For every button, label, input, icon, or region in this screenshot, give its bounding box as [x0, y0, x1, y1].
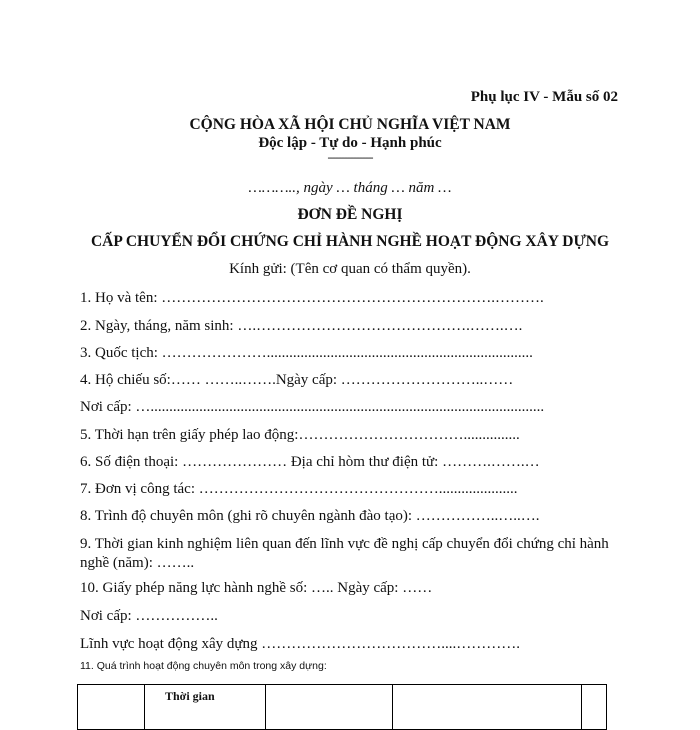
table-cell [266, 685, 393, 730]
field-work-permit-term: 5. Thời hạn trên giấy phép lao động:……………………………............... [80, 427, 520, 443]
form-subtitle: CẤP CHUYỂN ĐỔI CHỨNG CHỈ HÀNH NGHỀ HOẠT ĐỘNG XÂY DỰNG [90, 233, 610, 250]
field-full-name: 1. Họ và tên: ………………………………………………………….………. [80, 290, 544, 306]
field-passport: 4. Hộ chiếu số:…… ……..…….Ngày cấp: ………………………..…… [80, 372, 514, 388]
motto-underline: --------------- [327, 150, 373, 164]
table-row [78, 685, 607, 730]
field-license-issuer: Nơi cấp: …………….. [80, 608, 218, 624]
appendix-label: Phụ lục IV - Mẫu số 02 [470, 89, 618, 105]
nation-header: CỘNG HÒA XÃ HỘI CHỦ NGHĨA VIỆT NAM [189, 116, 511, 133]
field-qualification: 8. Trình độ chuyên môn (ghi rõ chuyên ngành đào tạo): ……………..…..…. [80, 508, 540, 524]
field-construction-area: Lĩnh vực hoạt động xây dựng ………………………………....…………. [80, 636, 520, 652]
field-date-of-birth: 2. Ngày, tháng, năm sinh: ….…………………………………….…….…. [80, 318, 523, 334]
field-nationality: 3. Quốc tịch: …………………....................................................................... [80, 345, 533, 361]
recipient-line: Kính gửi: (Tên cơ quan có thẩm quyền). [229, 261, 471, 277]
table-cell [582, 685, 607, 730]
field-license-number: 10. Giấy phép năng lực hành nghề số: ….. Ngày cấp: …… [80, 580, 433, 596]
work-history-table [77, 684, 607, 730]
table-cell [393, 685, 582, 730]
field-passport-issuer: Nơi cấp: …......................................................................................................... [80, 399, 545, 415]
field-employer: 7. Đơn vị công tác: …………………………………………..................... [80, 481, 518, 497]
section-11-heading: 11. Quá trình hoạt động chuyên môn trong xây dựng: [80, 660, 327, 672]
field-experience-years: 9. Thời gian kinh nghiệm liên quan đến lĩnh vực đề nghị cấp chuyển đổi chứng chỉ hành nghề (năm): …….. [80, 536, 609, 571]
motto: Độc lập - Tự do - Hạnh phúc [258, 135, 442, 151]
form-title: ĐƠN ĐỀ NGHỊ [297, 206, 403, 223]
date-line: ……….., ngày … tháng … năm … [248, 180, 452, 196]
table-header-time: Thời gian [145, 685, 266, 730]
field-phone-email: 6. Số điện thoại: ………………… Địa chỉ hòm thư điện tử: ……….…….… [80, 454, 540, 470]
table-cell [78, 685, 145, 730]
